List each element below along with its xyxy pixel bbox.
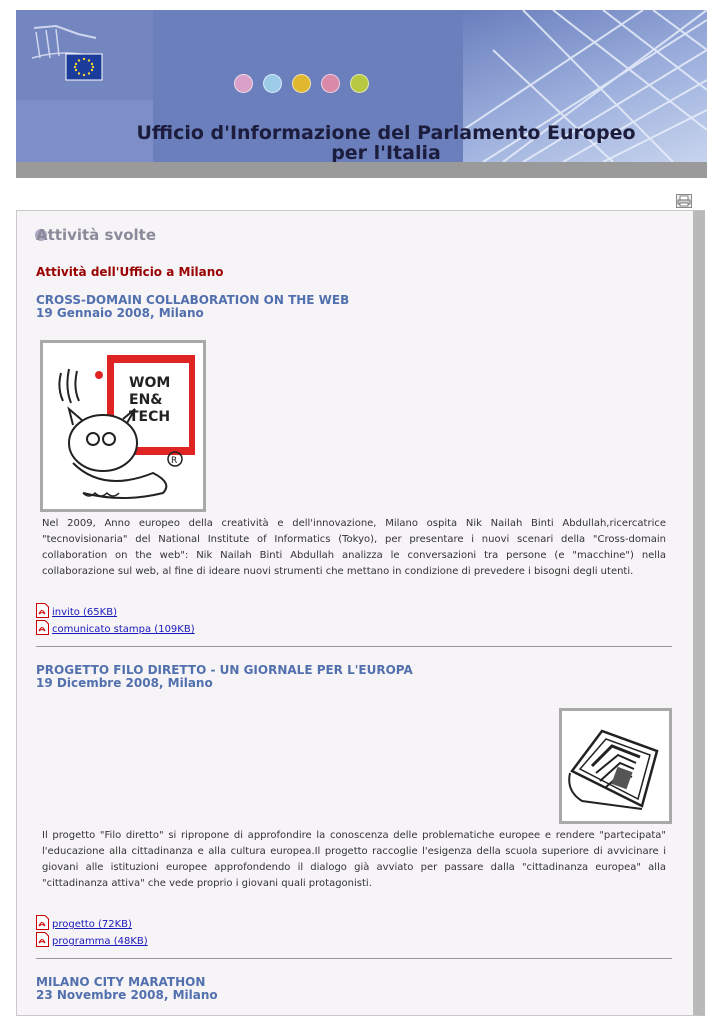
event-date: 19 Gennaio 2008, Milano: [36, 306, 204, 320]
svg-text:R: R: [171, 456, 178, 466]
separator: [36, 958, 672, 959]
dot-1: [234, 74, 253, 93]
pdf-icon: [36, 932, 49, 947]
dot-4: [321, 74, 340, 93]
header-logo-area: [16, 10, 153, 100]
header-bottom-bar: [16, 162, 707, 178]
event-date: 19 Dicembre 2008, Milano: [36, 676, 213, 690]
subheading: Attività dell'Ufficio a Milano: [36, 265, 224, 279]
event-title: MILANO CITY MARATHON: [36, 975, 206, 989]
event-title: CROSS-DOMAIN COLLABORATION ON THE WEB: [36, 293, 350, 307]
wt-line-1: WOM: [129, 375, 171, 391]
download-link[interactable]: [36, 603, 117, 618]
dot-3: [292, 74, 311, 93]
site-title-line2: per l'Italia: [331, 142, 441, 162]
event-description: Il progetto "Filo diretto" si ripropone di approfondire la conoscenza delle problematiche europee e rendere "partecipata" l'educazione alla cittadinanza e alla cultura europea.Il progetto raccoglie l'esigenza della scuola superiore di avvicinare i giovani alle istituzioni europee approfondendo il dialogo già avviato per passare dalla "cittadinanza europea" alla "cittadinanza attiva" che vede proprio i giovani quali protagonisti.: [42, 830, 666, 889]
link-comunicato-stampa[interactable]: comunicato stampa (109KB): [52, 624, 195, 635]
wt-line-2: EN&: [129, 392, 163, 408]
download-link[interactable]: [36, 620, 195, 635]
european-parliament-logo: [26, 18, 106, 88]
dot-2: [263, 74, 282, 93]
download-link[interactable]: [36, 915, 132, 930]
event-title: PROGETTO FILO DIRETTO - UN GIORNALE PER L'EUROPA: [36, 663, 413, 677]
section-title: Attività svolte: [36, 226, 157, 244]
newspaper-image: [559, 708, 672, 824]
women-tech-image: [40, 340, 206, 512]
site-header: [16, 10, 707, 162]
header-decorative-dots: [234, 74, 369, 93]
download-link[interactable]: [36, 932, 148, 947]
women-tech-illustration: [43, 343, 203, 509]
pdf-icon: [36, 915, 49, 930]
pdf-icon: [36, 603, 49, 618]
link-invito[interactable]: invito (65KB): [52, 607, 117, 618]
pdf-icon: [36, 620, 49, 635]
print-icon[interactable]: [676, 194, 692, 208]
separator: [36, 646, 672, 647]
event-description: Nel 2009, Anno europeo della creatività e dell'innovazione, Milano ospita Nik Nailah Binti Abdullah,ricercatrice "tecnovisionaria" del National Institute of Informatics (Tokyo), per presentare i nuovi scenari della "Cross-domain collaboration on the web": Nik Nailah Binti Abdullah analizza le conversazioni tra persone (e "macchine") nella collaborazione sul web, al fine di ideare nuovi strumenti che mettano in condizione di prevedere i bisogni degli utenti.: [42, 518, 666, 577]
content-panel: [16, 210, 705, 1016]
newspaper-illustration: [562, 711, 669, 821]
wt-line-3: TECH: [129, 409, 171, 425]
event-date: 23 Novembre 2008, Milano: [36, 988, 218, 1002]
dot-5: [350, 74, 369, 93]
site-title-line1: Ufficio d'Informazione del Parlamento Europeo: [136, 122, 636, 144]
link-programma[interactable]: programma (48KB): [52, 936, 148, 947]
link-progetto[interactable]: progetto (72KB): [52, 919, 132, 930]
